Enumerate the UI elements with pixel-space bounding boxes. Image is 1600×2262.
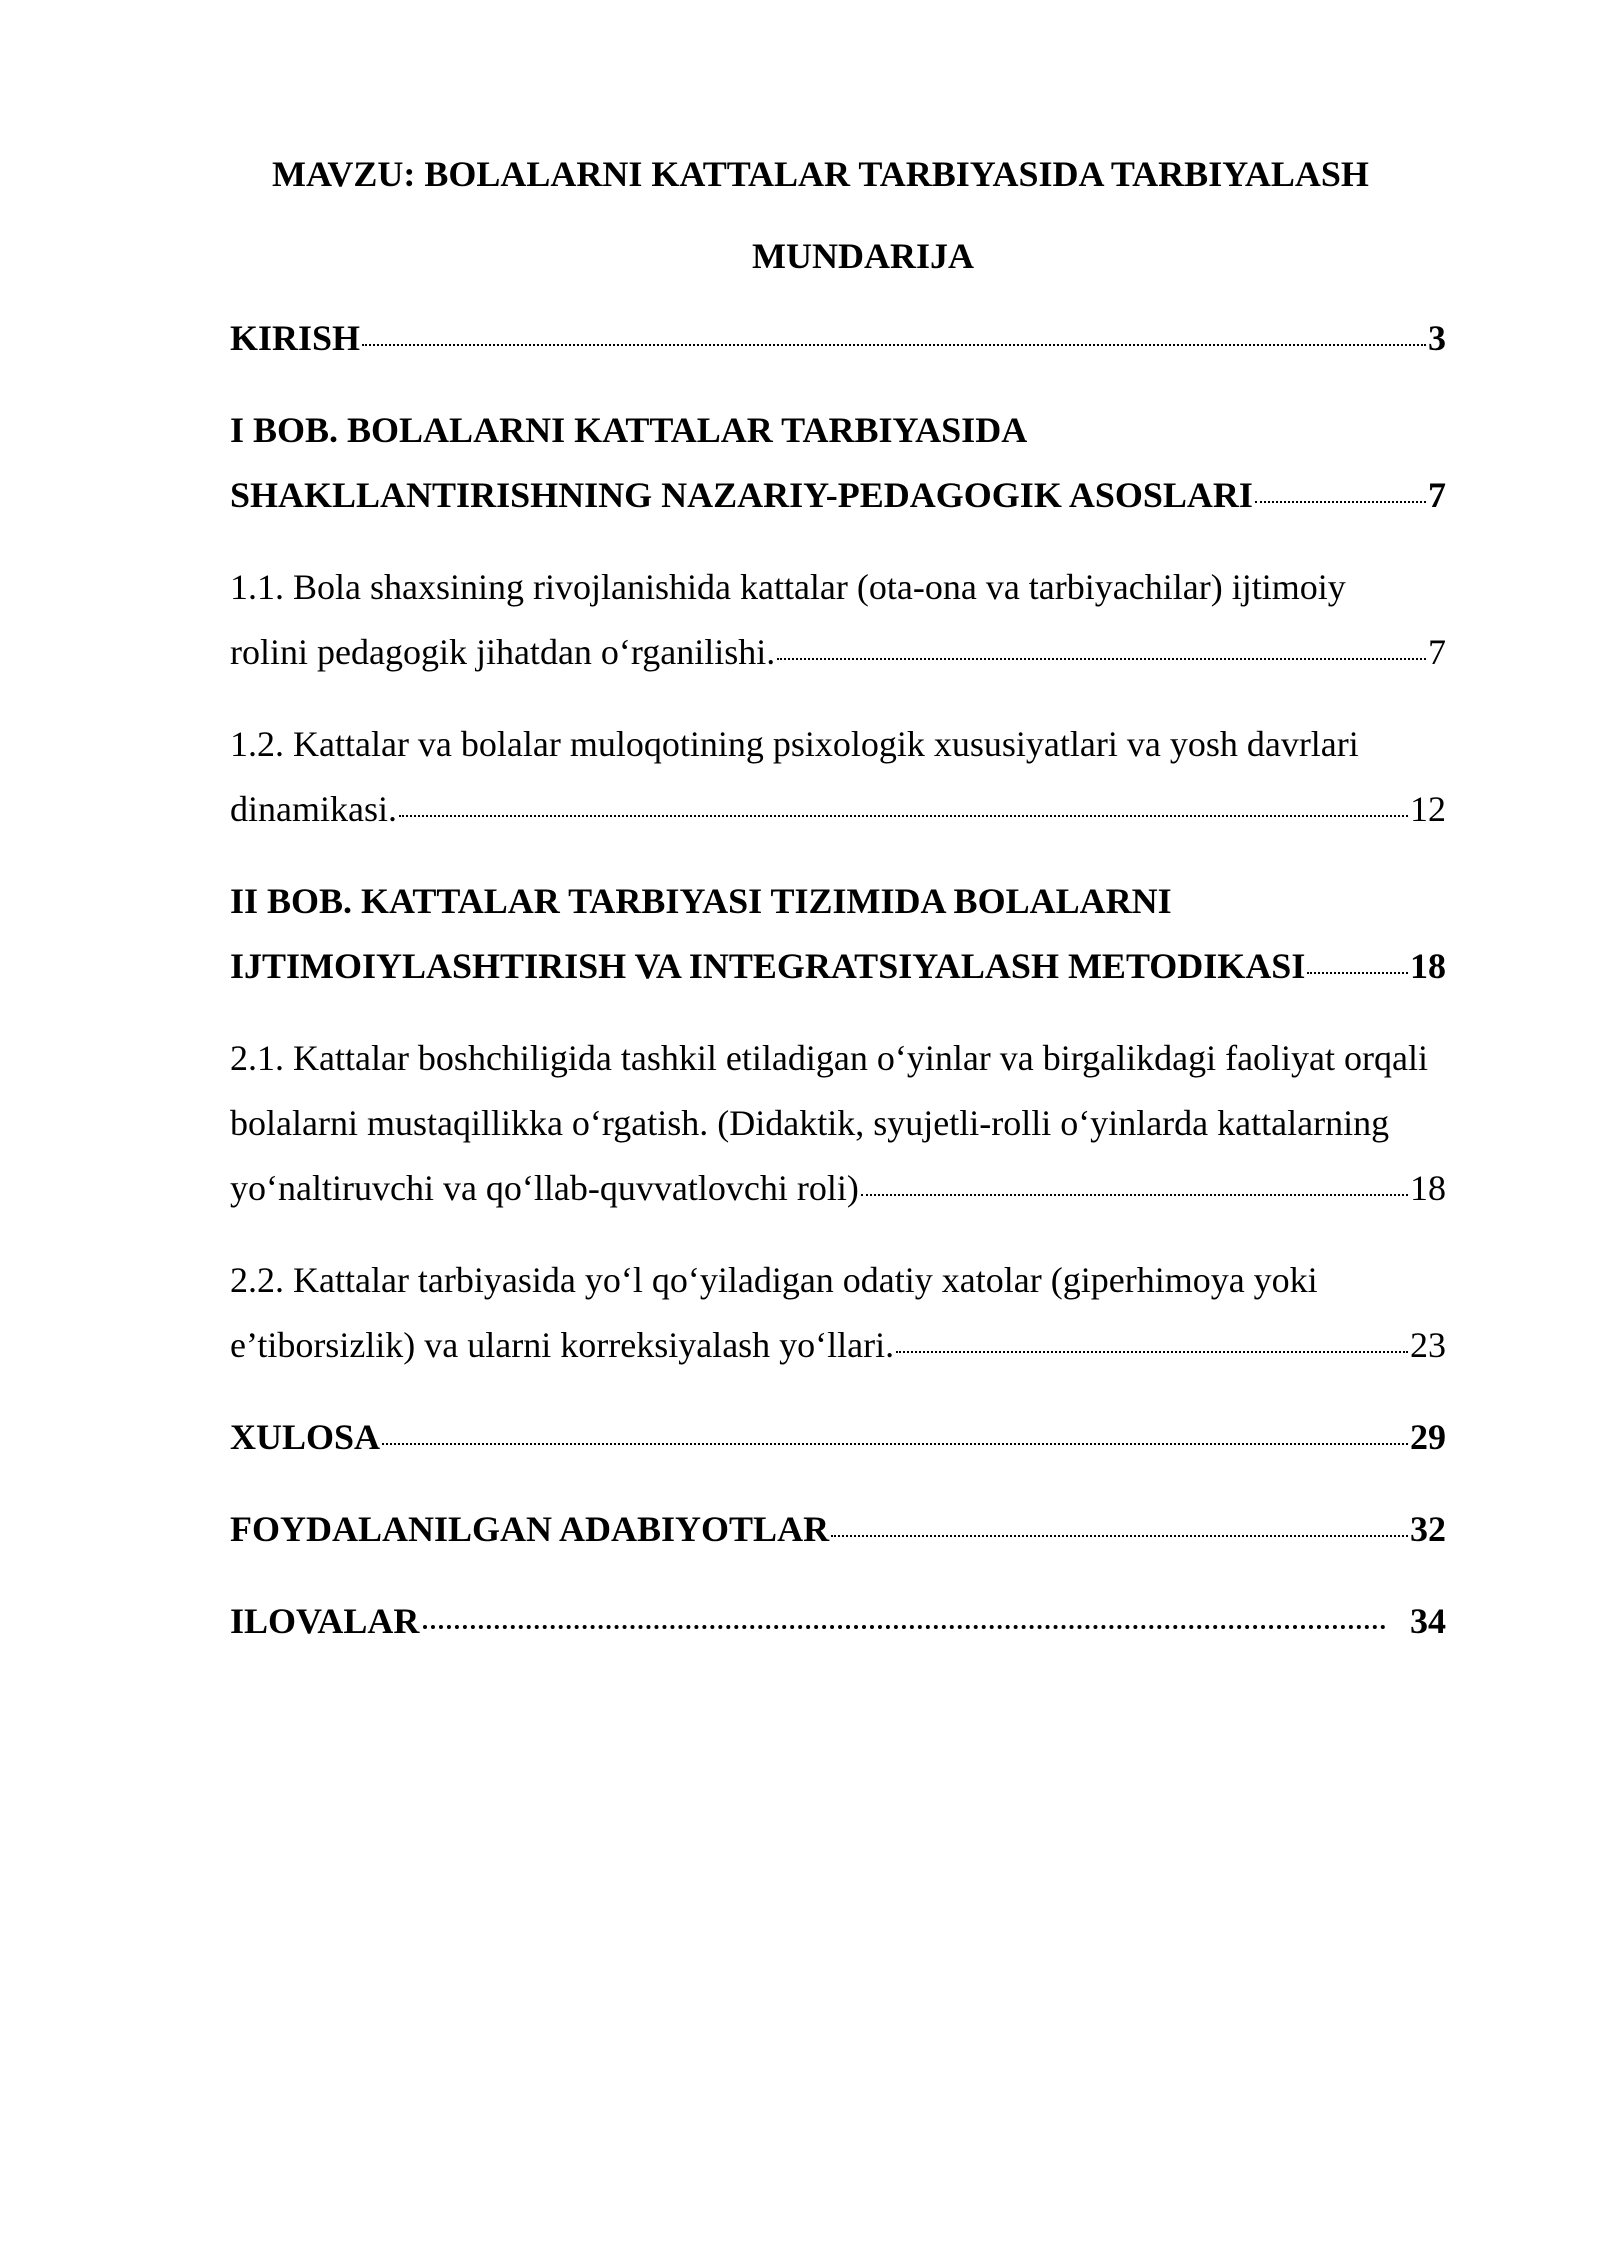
toc-entry-title-line: SHAKLLANTIRISHNING NAZARIY-PEDAGOGIK ASOSLARI	[230, 475, 1253, 515]
toc-entry-title-line: I BOB. BOLALARNI KATTALAR TARBIYASIDA	[230, 410, 1028, 450]
toc-entry-intro	[230, 306, 1446, 371]
toc-entry-conclusion	[230, 1405, 1446, 1470]
dot-leader	[382, 1443, 1408, 1445]
toc-entry-title-line: II BOB. KATTALAR TARBIYASI TIZIMIDA BOLALARNI	[230, 881, 1172, 921]
toc-entry-title-line: rolini pedagogik jihatdan o‘rganilishi.	[230, 632, 776, 672]
toc-entry-chapter-1	[230, 398, 1446, 528]
dot-leader	[362, 344, 1426, 346]
dot-leader	[1307, 972, 1408, 974]
toc-page-number: 7	[1428, 475, 1446, 515]
toc-entry-section-2-2	[230, 1248, 1446, 1378]
toc-entry-title-line: 1.1. Bola shaxsining rivojlanishida kattalar (ota-ona va tarbiyachilar) ijtimoiy	[230, 567, 1346, 607]
toc-entry-title-line: bolalarni mustaqillikka o‘rgatish. (Didaktik, syujetli-rolli o‘yinlarda kattalarning	[230, 1103, 1390, 1143]
toc-page-number: 3	[1428, 318, 1446, 358]
toc-entry-section-2-1	[230, 1026, 1446, 1221]
toc-entry-title-line: IJTIMOIYLASHTIRISH VA INTEGRATSIYALASH METODIKASI	[230, 946, 1306, 986]
dot-leader	[896, 1351, 1408, 1353]
toc-entry-chapter-2	[230, 869, 1446, 999]
toc-entry-title: KIRISH	[230, 318, 361, 358]
dot-leader	[423, 1625, 1386, 1629]
toc-entry-title-line: 1.2. Kattalar va bolalar muloqotining psixologik xususiyatlari va yosh davrlari	[230, 724, 1359, 764]
toc-entry-appendices	[230, 1589, 1446, 1654]
toc-page-number: 7	[1428, 632, 1446, 672]
toc-page-number: 12	[1410, 789, 1446, 829]
toc-entry-title: XULOSA	[230, 1417, 381, 1457]
dot-leader	[1255, 501, 1426, 503]
toc-entry-references	[230, 1497, 1446, 1562]
toc-page-number: 23	[1410, 1325, 1446, 1365]
toc-entry-title-line: yo‘naltiruvchi va qo‘llab-quvvatlovchi roli)	[230, 1168, 859, 1208]
dot-leader	[831, 1535, 1408, 1537]
toc-page-number: 34	[1410, 1601, 1446, 1641]
toc-entry-section-1-2	[230, 712, 1446, 842]
toc-entry-title: FOYDALANILGAN ADABIYOTLAR	[230, 1509, 830, 1549]
toc-entry-title-line: e’tiborsizlik) va ularni korreksiyalash yo‘llari.	[230, 1325, 895, 1365]
table-of-contents	[230, 306, 1446, 1681]
toc-page-number: 18	[1410, 1168, 1446, 1208]
toc-entry-title-line: 2.2. Kattalar tarbiyasida yo‘l qo‘yiladigan odatiy xatolar (giperhimoya yoki	[230, 1260, 1318, 1300]
toc-entry-title: ILOVALAR	[230, 1601, 420, 1641]
dot-leader	[861, 1194, 1408, 1196]
toc-entry-title-line: dinamikasi.	[230, 789, 397, 829]
toc-page-number: 18	[1410, 946, 1446, 986]
toc-page-number: 32	[1410, 1509, 1446, 1549]
topic-title: MAVZU: BOLALARNI KATTALAR TARBIYASIDA TARBIYALASH	[272, 154, 1369, 194]
toc-entry-title-line: 2.1. Kattalar boshchiligida tashkil etiladigan o‘yinlar va birgalikdagi faoliyat orqali	[230, 1038, 1429, 1078]
toc-page-number: 29	[1410, 1417, 1446, 1457]
dot-leader	[399, 815, 1408, 817]
toc-heading: MUNDARIJA	[752, 236, 974, 276]
toc-entry-section-1-1	[230, 555, 1446, 685]
dot-leader	[777, 658, 1426, 660]
